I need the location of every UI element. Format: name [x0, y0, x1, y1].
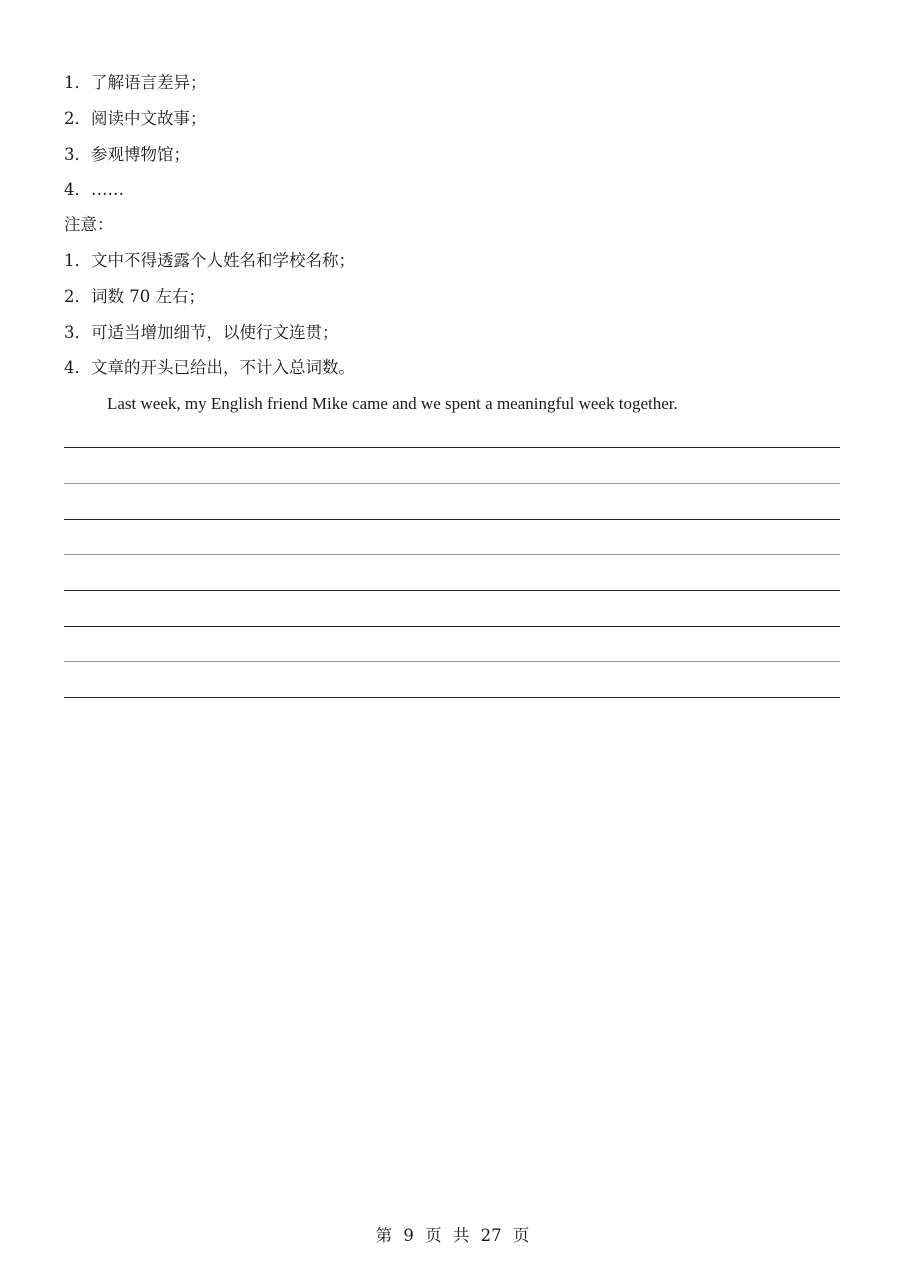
note-item-4: 4．文章的开头已给出，不计入总词数。: [64, 358, 355, 377]
answer-line: [64, 590, 840, 591]
answer-line: [64, 483, 840, 484]
answer-line: [64, 447, 840, 448]
note-item-3: 3．可适当增加细节，以使行文连贯；: [64, 323, 339, 342]
note-item-1: 1．文中不得透露个人姓名和学校名称；: [64, 251, 355, 270]
answer-line: [64, 626, 840, 627]
idea-item-3: 3．参观博物馆；: [64, 145, 190, 164]
idea-item-2: 2．阅读中文故事；: [64, 109, 207, 128]
answer-line: [64, 697, 840, 698]
notes-heading: 注意：: [64, 215, 114, 234]
page-number-footer: 第 9 页 共 27 页: [375, 1226, 530, 1245]
opening-sentence: Last week, my English friend Mike came and we spent a meaningful week together.: [107, 394, 678, 413]
answer-line: [64, 519, 840, 520]
idea-item-4: 4．……: [64, 180, 124, 199]
note-item-2: 2．词数 70 左右；: [64, 287, 205, 306]
answer-line: [64, 661, 840, 662]
answer-line: [64, 554, 840, 555]
idea-item-1: 1．了解语言差异；: [64, 73, 207, 92]
